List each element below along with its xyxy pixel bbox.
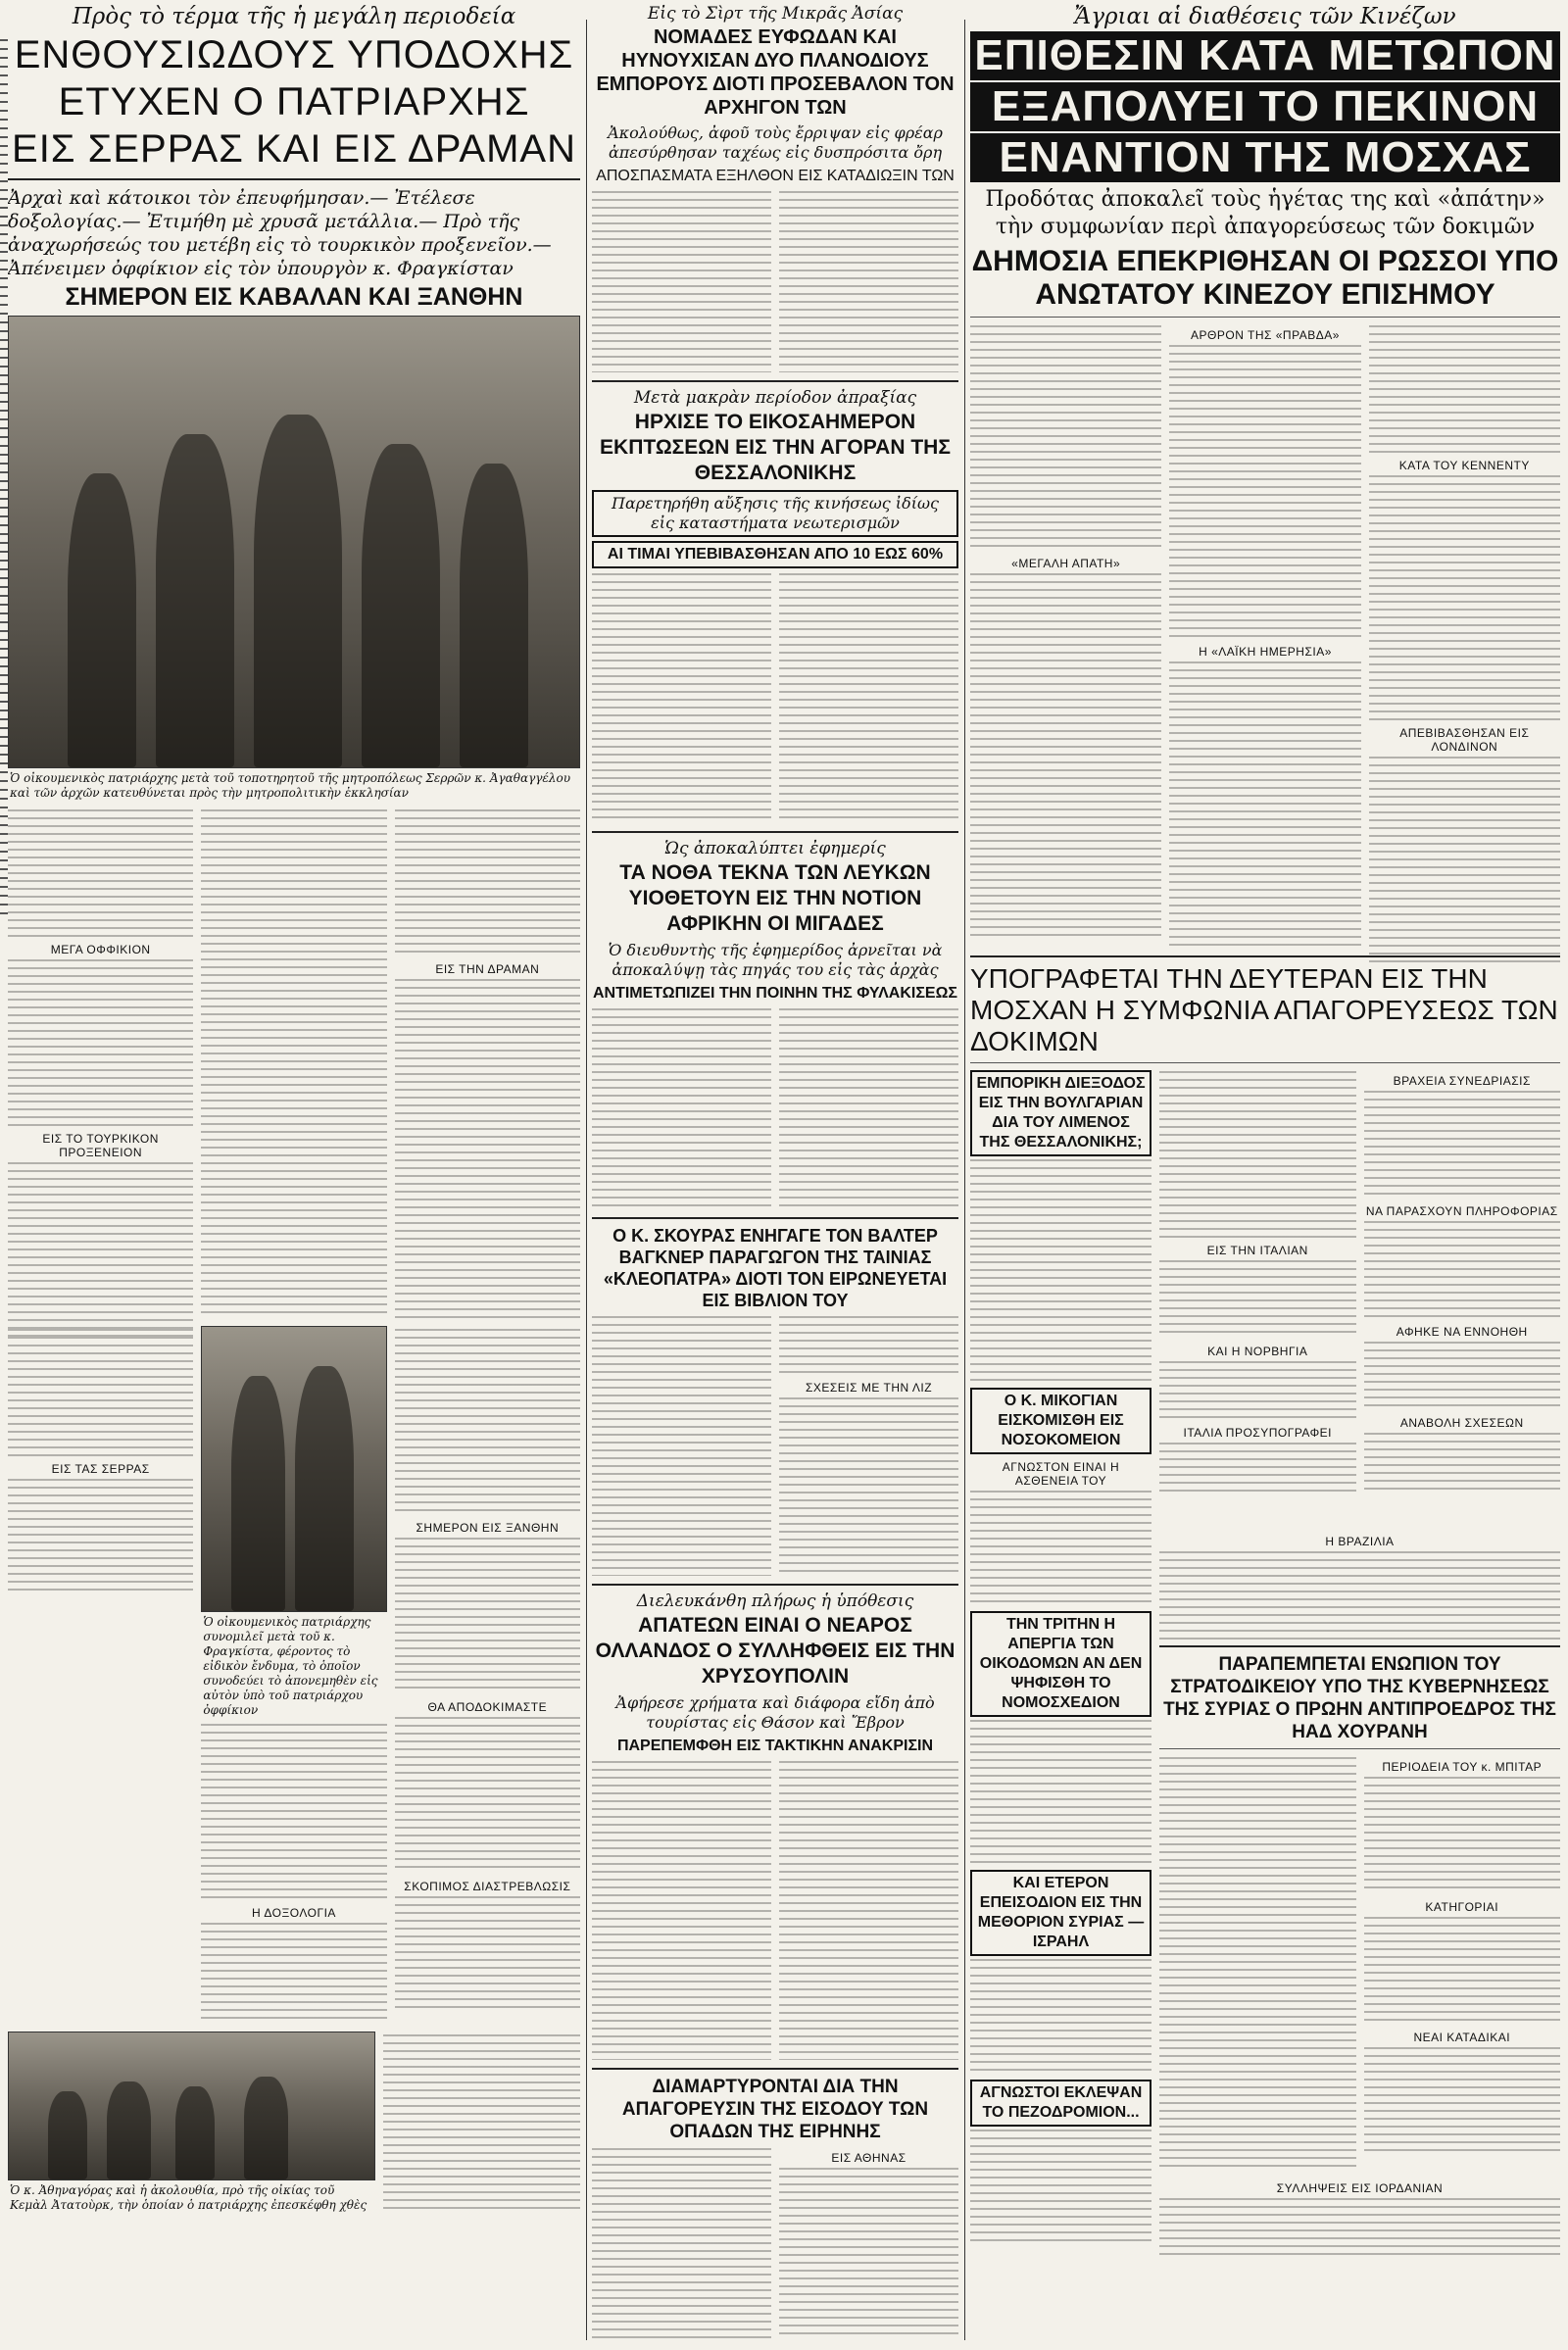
article-text-block [779, 573, 958, 823]
right-story-column [970, 0, 1560, 2350]
story-subhead: ΑΠΟΣΠΑΣΜΑΤΑ ΕΞΗΛΘΟΝ ΕΙΣ ΚΑΤΑΔΙΩΞΙΝ ΤΩΝ [596, 168, 955, 184]
article-text-block [1364, 1091, 1561, 1199]
article-text-block [1159, 1071, 1356, 1238]
article-text-block [1364, 2047, 1561, 2155]
article-text-block [1369, 475, 1560, 720]
story-kicker: Ὡς ἀποκαλύπτει ἐφημερίς [664, 839, 886, 858]
article-text-block [592, 573, 771, 823]
section-heading: ΑΡΘΡΟΝ ΤΗΣ «ΠΡΑΒΔΑ» [1191, 328, 1340, 342]
article-text-block [8, 1162, 193, 1339]
story-deck: Ἀφήρεσε χρήματα καὶ διάφορα εἴδη ἀπὸ τουρίστας εἰς Θάσον καὶ Ἔβρον [615, 1693, 935, 1732]
story-deck: Ὁ διευθυντὴς τῆς ἐφημερίδος ἀρνεῖται νὰ ἀποκαλύψῃ τὰς πηγάς του εἰς τὰς ἀρχὰς [608, 941, 943, 979]
photo-caption: Ὁ οἰκουμενικὸς πατριάρχης συνομιλεῖ μετὰ τοῦ κ. Φραγκίστα, φέροντος τὸ εἰδικὸν ἔνδυμα, τὸ ὁποῖον συνοδεύει τὸ ἀπονεμηθὲν εἰς αὐτὸν ὑπὸ τοῦ πατριάρχου ὀφφίκιον [203, 1615, 378, 1717]
article-text-block [8, 1329, 193, 1456]
article-text-block [201, 1724, 386, 1900]
article-text-block [592, 191, 771, 372]
divider [8, 178, 580, 180]
left-text-column-2 [201, 807, 386, 1326]
story-headline: ΔΙΑΜΑΡΤΥΡΟΝΤΑΙ ΔΙΑ ΤΗΝ ΑΠΑΓΟΡΕΥΣΙΝ ΤΗΣ ΕΙΣΟΔΟΥ ΤΩΝ ΟΠΑΔΩΝ ΤΗΣ ΕΙΡΗΝΗΣ [621, 2077, 929, 2142]
section-heading: ΜΕΓΑ ΟΦΦΙΚΙΟΝ [50, 943, 151, 956]
article-text-block [970, 1491, 1152, 1608]
banner-headline-1: ΕΠΙΘΕΣΙΝ ΚΑΤΑ ΜΕΤΩΠΟΝ [970, 31, 1560, 80]
banner-headline-2: ΕΞΑΠΟΛΥΕΙ ΤΟ ΠΕΚΙΝΟΝ [970, 82, 1560, 131]
photo-caption: Ὁ οἰκουμενικὸς πατριάρχης μετὰ τοῦ τοποτηρητοῦ τῆς μητροπόλεως Σερρῶν κ. Ἀγαθαγγέλου καὶ τῶν ἀρχῶν κατευθύνεται πρὸς τὴν μητροπολιτικὴν ἐκκλησίαν [10, 771, 570, 800]
article-text-block [201, 1923, 386, 2021]
left-photo-column [201, 1326, 386, 2032]
divider [1159, 1748, 1560, 1749]
story-deck: Ἀκολούθως, ἀφοῦ τοὺς ἔρριψαν εἰς φρέαρ ἀπεσύρθησαν ταχέως εἰς δυσπρόσιτα ὄρη [608, 123, 943, 162]
section-heading: ΝΕΑΙ ΚΑΤΑΔΙΚΑΙ [1413, 2031, 1511, 2044]
divider [592, 831, 958, 833]
section-heading: Η ΔΟΞΟΛΟΓΙΑ [252, 1906, 336, 1920]
article-text-block [1364, 1917, 1561, 2025]
story-subhead: ΑΝΤΙΜΕΤΩΠΙΖΕΙ ΤΗΝ ΠΟΙΝΗΝ ΤΗΣ ΦΥΛΑΚΙΣΕΩΣ [592, 985, 958, 1002]
article-text-block [779, 2168, 958, 2334]
section-heading: ΕΙΣ ΤΟ ΤΟΥΡΚΙΚΟΝ ΠΡΟΞΕΝΕΙΟΝ [42, 1132, 159, 1159]
article-text-block [395, 1538, 580, 1694]
article-text-block [1369, 325, 1560, 453]
section-heading: ΚΑΤΗΓΟΡΙΑΙ [1425, 1900, 1499, 1914]
article-text-block [395, 979, 580, 1322]
section-heading: ΚΑΙ Η ΝΟΡΒΗΓΙΑ [1207, 1345, 1308, 1358]
story-headline: ΗΡΧΙΣΕ ΤΟ ΕΙΚΟΣΑΗΜΕΡΟΝ ΕΚΠΤΩΣΕΩΝ ΕΙΣ ΤΗΝ ΑΓΟΡΑΝ ΤΗΣ ΘΕΣΣΑΛΟΝΙΚΗΣ [600, 411, 951, 484]
boxed-headline: ΕΜΠΟΡΙΚΗ ΔΙΕΞΟΔΟΣ ΕΙΣ ΤΗΝ ΒΟΥΛΓΑΡΙΑΝ ΔΙΑ ΤΟΥ ΛΙΜΕΝΟΣ ΤΗΣ ΘΕΣΣΑΛΟΝΙΚΗΣ; [970, 1070, 1152, 1156]
article-text-block [8, 1479, 193, 1596]
left-headline-3: ΕΙΣ ΣΕΡΡΑΣ ΚΑΙ ΕΙΣ ΔΡΑΜΑΝ [12, 127, 576, 171]
section-heading: ΕΙΣ ΤΗΝ ΔΡΑΜΑΝ [435, 962, 540, 976]
article-text-block [970, 1159, 1152, 1385]
story-deck: Παρετηρήθη αὔξησις τῆς κινήσεως ἰδίως εἰς καταστήματα νεωτερισμῶν [592, 490, 958, 537]
section-heading: ΑΓΝΩΣΤΟΝ ΕΙΝΑΙ Η ΑΣΘΕΝΕΙΑ ΤΟΥ [1002, 1460, 1120, 1488]
article-text-block [970, 2130, 1152, 2247]
page-edge-text [0, 39, 8, 921]
right-kicker: Ἄγριαι αἱ διαθέσεις τῶν Κινέζων [1074, 4, 1456, 29]
section-heading: ΙΤΑΛΙΑ ΠΡΟΣΥΠΟΓΡΑΦΕΙ [1183, 1426, 1333, 1440]
story-headline: ΠΑΡΑΠΕΜΠΕΤΑΙ ΕΝΩΠΙΟΝ ΤΟΥ ΣΤΡΑΤΟΔΙΚΕΙΟΥ ΥΠΟ ΤΗΣ ΚΥΒΕΡΝΗΣΕΩΣ ΤΗΣ ΣΥΡΙΑΣ Ο ΠΡΩΗΝ ΑΝΤΙΠΡΟΕΔΡΟΣ ΤΗΣ ΗΑΔ ΧΟΥΡΑΝΗ [1163, 1654, 1556, 1742]
story-subhead: ΑΙ ΤΙΜΑΙ ΥΠΕΒΙΒΑΣΘΗΣΑΝ ΑΠΟ 10 ΕΩΣ 60% [592, 541, 958, 568]
divider [592, 380, 958, 382]
story-kicker: Μετὰ μακρὰν περίοδον ἀπραξίας [633, 388, 917, 408]
divider [592, 2068, 958, 2070]
left-headline-1: ΕΝΘΟΥΣΙΩΔΟΥΣ ΥΠΟΔΟΧΗΣ [14, 33, 574, 76]
article-text-block [970, 1959, 1152, 2077]
divider [1159, 1645, 1560, 1647]
section-heading: ΝΑ ΠΑΡΑΣΧΟΥΝ ΠΛΗΡΟΦΟΡΙΑΣ [1365, 1204, 1558, 1218]
article-text-block [1159, 2198, 1560, 2257]
column-rule [964, 20, 965, 2340]
article-text-block [779, 191, 958, 372]
article-text-block [395, 1717, 580, 1874]
article-text-block [1364, 1221, 1561, 1319]
story-subhead: ΠΑΡΕΠΕΜΦΘΗ ΕΙΣ ΤΑΚΤΙΚΗΝ ΑΝΑΚΡΙΣΙΝ [616, 1738, 934, 1754]
article-text-block [1169, 661, 1360, 946]
article-text-block [8, 809, 193, 937]
column-rule [586, 20, 587, 2340]
article-text-block [592, 1316, 771, 1576]
right-deck: Προδότας ἀποκαλεῖ τοὺς ἡγέτας της καὶ «ἀπάτην» τὴν συμφωνίαν περὶ ἀπαγορεύσεως τῶν δοκιμῶν [985, 187, 1545, 239]
patriarch-procession-photo [8, 316, 580, 768]
story-kicker: Εἰς τὸ Σὶρτ τῆς Μικρᾶς Ἀσίας [647, 4, 904, 24]
article-text-block [779, 1397, 958, 1574]
article-text-block [779, 1008, 958, 1209]
section-heading: ΒΡΑΧΕΙΑ ΣΥΝΕΔΡΙΑΣΙΣ [1393, 1074, 1531, 1088]
story-kicker: Διελευκάνθη πλήρως ἡ ὑπόθεσις [636, 1591, 914, 1611]
divider [970, 1062, 1560, 1063]
section-heading: «ΜΕΓΑΛΗ ΑΠΑΤΗ» [1011, 557, 1121, 570]
left-headline-2: ΕΤΥΧΕΝ Ο ΠΑΤΡΙΑΡΧΗΣ [58, 80, 530, 123]
story-headline: ΥΠΟΓΡΑΦΕΤΑΙ ΤΗΝ ΔΕΥΤΕΡΑΝ ΕΙΣ ΤΗΝ ΜΟΣΧΑΝ Η ΣΥΜΦΩΝΙΑ ΑΠΑΓΟΡΕΥΣΕΩΣ ΤΩΝ ΔΟΚΙΜΩΝ [970, 963, 1558, 1056]
article-text-block [1159, 1260, 1356, 1339]
section-heading: ΣΗΜΕΡΟΝ ΕΙΣ ΞΑΝΘΗΝ [416, 1521, 560, 1535]
section-heading: ΑΠΕΒΙΒΑΣΘΗΣΑΝ ΕΙΣ ΛΟΝΔΙΝΟΝ [1399, 726, 1530, 754]
article-text-block [8, 959, 193, 1126]
divider [592, 1217, 958, 1219]
section-heading: ΘΑ ΑΠΟΔΟΚΙΜΑΣΤΕ [427, 1700, 548, 1714]
photo-caption: Ὁ κ. Ἀθηναγόρας καὶ ἡ ἀκολουθία, πρὸ τῆς οἰκίας τοῦ Κεμὰλ Ἀτατοὺρκ, τὴν ὁποίαν ὁ πατριάρχης ἐπεσκέφθη χθὲς [10, 2183, 368, 2212]
boxed-headline: ΚΑΙ ΕΤΕΡΟΝ ΕΠΕΙΣΟΔΙΟΝ ΕΙΣ ΤΗΝ ΜΕΘΟΡΙΟΝ ΣΥΡΙΑΣ — ΙΣΡΑΗΛ [970, 1870, 1152, 1956]
left-deck: Ἀρχαὶ καὶ κάτοικοι τὸν ἐπευφήμησαν.— Ἐτέλεσε δοξολογίας.— Ἐτιμήθη μὲ χρυσᾶ μετάλλια.— Πρὸ τῆς ἀναχωρήσεώς του μετέβη εἰς τὸ τουρκικὸν προξενεῖον.— Ἀπένειμεν ὀφφίκιον εἰς τὸν ὑπουργὸν κ. Φραγκίσταν [8, 187, 552, 279]
article-text-block [395, 1896, 580, 2014]
section-heading: ΣΥΛΛΗΨΕΙΣ ΕΙΣ ΙΟΡΔΑΝΙΑΝ [1276, 2181, 1444, 2195]
article-text-block [1364, 1777, 1561, 1894]
divider [592, 1584, 958, 1586]
boxed-headline: ΑΓΝΩΣΤΟΙ ΕΚΛΕΨΑΝ ΤΟ ΠΕΖΟΔΡΟΜΙΟΝ... [970, 2080, 1152, 2127]
article-text-block [395, 1329, 580, 1515]
article-text-block [1169, 345, 1360, 639]
section-heading: Η «ΛΑΪΚΗ ΗΜΕΡΗΣΙΑ» [1199, 645, 1332, 659]
section-heading: ΚΑΤΑ ΤΟΥ ΚΕΝΝΕΝΤΥ [1398, 459, 1530, 472]
article-text-block [970, 573, 1161, 936]
article-text-block [395, 809, 580, 956]
story-headline: ΝΟΜΑΔΕΣ ΕΥΦΩΔΑΝ ΚΑΙ ΗΥΝΟΥΧΙΣΑΝ ΔΥΟ ΠΛΑΝΟΔΙΟΥΣ ΕΜΠΟΡΟΥΣ ΔΙΟΤΙ ΠΡΟΣΕΒΑΛΟΝ ΤΟΝ ΑΡΧΗΓΟΝ ΤΩΝ [596, 26, 955, 119]
story-headline: Ο Κ. ΣΚΟΥΡΑΣ ΕΝΗΓΑΓΕ ΤΟΝ ΒΑΛΤΕΡ ΒΑΓΚΝΕΡ ΠΑΡΑΓΩΓΟΝ ΤΗΣ ΤΑΙΝΙΑΣ «ΚΛΕΟΠΑΤΡΑ» ΔΙΟΤΙ ΤΟΝ ΕΙΡΩΝΕΥΕΤΑΙ ΕΙΣ ΒΙΒΛΙΟΝ ΤΟΥ [603, 1226, 948, 1310]
section-heading: ΣΚΟΠΙΜΟΣ ΔΙΑΣΤΡΕΒΛΩΣΙΣ [404, 1880, 571, 1893]
boxed-headline: Ο Κ. ΜΙΚΟΓΙΑΝ ΕΙΣΚΟΜΙΣΘΗ ΕΙΣ ΝΟΣΟΚΟΜΕΙΟΝ [970, 1388, 1152, 1454]
right-subhead: ΔΗΜΟΣΙΑ ΕΠΕΚΡΙΘΗΣΑΝ ΟΙ ΡΩΣΣΟΙ ΥΠΟ ΑΝΩΤΑΤΟΥ ΚΙΝΕΖΟΥ ΕΠΙΣΗΜΟΥ [971, 245, 1559, 311]
article-text-block [1159, 1757, 1356, 2169]
article-text-block [201, 809, 386, 1319]
left-story-column [8, 0, 580, 2350]
article-text-block [970, 325, 1161, 551]
article-text-block [779, 1761, 958, 2060]
middle-story-column [592, 0, 958, 2350]
ataturk-house-photo [8, 2032, 375, 2180]
section-heading: ΑΦΗΚΕ ΝΑ ΕΝΝΟΗΘΗ [1396, 1325, 1528, 1339]
article-text-block [592, 1761, 771, 2060]
article-text-block [1364, 1433, 1561, 1492]
boxed-headline: ΤΗΝ ΤΡΙΤΗΝ Η ΑΠΕΡΓΙΑ ΤΩΝ ΟΙΚΟΔΟΜΩΝ ΑΝ ΔΕΝ ΨΗΦΙΣΘΗ ΤΟ ΝΟΜΟΣΧΕΔΙΟΝ [970, 1611, 1152, 1717]
article-text-block [383, 2034, 580, 2211]
section-heading: ΕΙΣ ΤΑΣ ΣΕΡΡΑΣ [51, 1462, 150, 1476]
left-text-column-3 [395, 807, 580, 1326]
section-heading: ΕΙΣ ΤΗΝ ΙΤΑΛΙΑΝ [1206, 1244, 1308, 1257]
left-text-column-1b [8, 1326, 193, 2032]
article-text-block [1159, 1361, 1356, 1420]
section-heading: ΠΕΡΙΟΔΕΙΑ ΤΟΥ κ. ΜΠΙΤΑΡ [1382, 1760, 1543, 1774]
article-text-block [1364, 1342, 1561, 1410]
left-text-column-1 [8, 807, 193, 1326]
left-kicker: Πρὸς τὸ τέρμα τῆς ἡ μεγάλη περιοδεία [72, 4, 516, 29]
left-text-column-3b [395, 1326, 580, 2032]
section-heading: ΣΧΕΣΕΙΣ ΜΕ ΤΗΝ ΛΙΖ [805, 1381, 933, 1395]
article-text-block [970, 1720, 1152, 1867]
article-text-block [592, 2148, 771, 2339]
patriarch-minister-photo [201, 1326, 386, 1612]
section-heading: ΕΙΣ ΑΘΗΝΑΣ [831, 2151, 906, 2165]
section-heading: ΑΝΑΒΟΛΗ ΣΧΕΣΕΩΝ [1399, 1416, 1524, 1430]
banner-headline-3: ΕΝΑΝΤΙΟΝ ΤΗΣ ΜΟΣΧΑΣ [970, 133, 1560, 182]
article-text-block [1369, 757, 1560, 962]
article-text-block [1159, 1551, 1560, 1640]
article-text-block [592, 1008, 771, 1209]
article-text-block [1159, 1443, 1356, 1492]
story-headline: ΤΑ ΝΟΘΑ ΤΕΚΝΑ ΤΩΝ ΛΕΥΚΩΝ ΥΙΟΘΕΤΟΥΝ ΕΙΣ ΤΗΝ ΝΟΤΙΟΝ ΑΦΡΙΚΗΝ ΟΙ ΜΙΓΑΔΕΣ [619, 861, 931, 935]
story-headline: ΑΠΑΤΕΩΝ ΕΙΝΑΙ Ο ΝΕΑΡΟΣ ΟΛΛΑΝΔΟΣ Ο ΣΥΛΛΗΦΘΕΙΣ ΕΙΣ ΤΗΝ ΧΡΥΣΟΥΠΟΛΙΝ [595, 1614, 956, 1688]
divider [970, 317, 1560, 318]
left-subhead: ΣΗΜΕΡΟΝ ΕΙΣ ΚΑΒΑΛΑΝ ΚΑΙ ΞΑΝΘΗΝ [65, 283, 523, 311]
section-heading: Η ΒΡΑΖΙΛΙΑ [1325, 1535, 1395, 1548]
article-text-block [779, 1316, 958, 1375]
